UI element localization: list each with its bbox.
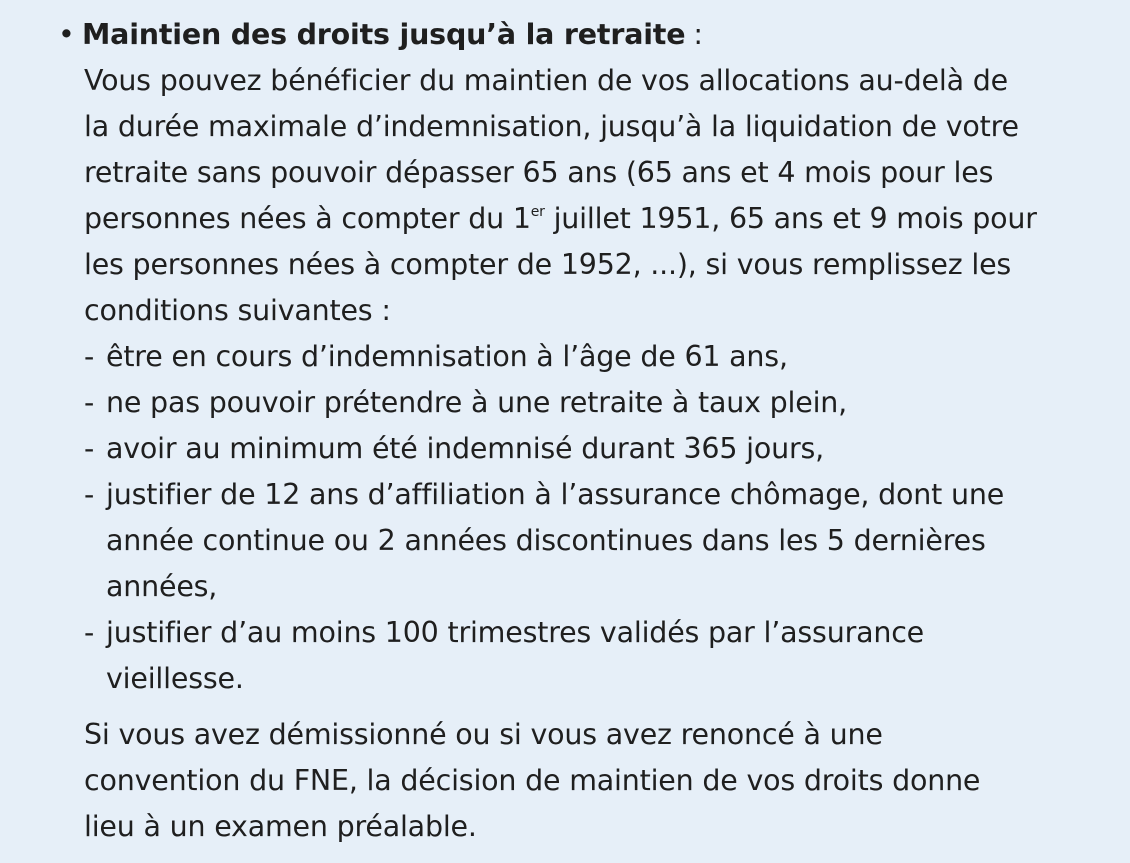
closing-line: lieu à un examen préalable. <box>84 810 477 843</box>
condition-line: année continue ou 2 années discontinues dans les 5 dernières <box>106 524 986 557</box>
intro-line: la durée maximale d’indemnisation, jusqu’à la liquidation de votre <box>84 110 1019 143</box>
dash-marker: - <box>84 616 95 649</box>
intro-paragraph <box>84 58 1108 334</box>
section-heading-line <box>58 12 1108 58</box>
condition-line: années, <box>106 570 218 603</box>
intro-line: conditions suivantes : <box>84 294 391 327</box>
condition-item <box>84 380 1108 426</box>
condition-item <box>84 426 1108 472</box>
bullet-icon: • <box>58 18 75 51</box>
condition-item <box>84 610 1108 702</box>
dash-marker: - <box>84 478 95 511</box>
closing-line: Si vous avez démissionné ou si vous avez renoncé à une <box>84 718 883 751</box>
condition-line: avoir au minimum été indemnisé durant 365 jours, <box>106 432 824 465</box>
condition-line: ne pas pouvoir prétendre à une retraite à taux plein, <box>106 386 848 419</box>
section-heading: Maintien des droits jusqu’à la retraite <box>82 18 686 51</box>
dash-marker: - <box>84 432 95 465</box>
condition-line: justifier de 12 ans d’affiliation à l’assurance chômage, dont une <box>106 478 1005 511</box>
intro-line: Vous pouvez bénéficier du maintien de vos allocations au-delà de <box>84 64 1008 97</box>
condition-line: justifier d’au moins 100 trimestres validés par l’assurance <box>106 616 925 649</box>
ordinal-superscript: er <box>530 203 545 220</box>
condition-item <box>84 472 1108 610</box>
conditions-list <box>84 334 1108 702</box>
closing-line: convention du FNE, la décision de maintien de vos droits donne <box>84 764 981 797</box>
condition-line: vieillesse. <box>106 662 244 695</box>
intro-line <box>84 196 1108 242</box>
intro-line: les personnes nées à compter de 1952, ...), si vous remplissez les <box>84 248 1012 281</box>
section-heading-colon: : <box>693 18 703 51</box>
intro-line-part: juillet 1951, 65 ans et 9 mois pour <box>544 202 1037 235</box>
closing-paragraph <box>84 712 1108 850</box>
intro-line: retraite sans pouvoir dépasser 65 ans (65 ans et 4 mois pour les <box>84 156 994 189</box>
condition-item <box>84 334 1108 380</box>
intro-line-part: personnes nées à compter du 1 <box>84 202 531 235</box>
dash-marker: - <box>84 386 95 419</box>
condition-line: être en cours d’indemnisation à l’âge de 61 ans, <box>106 340 788 373</box>
document-content <box>58 12 1108 850</box>
dash-marker: - <box>84 340 95 373</box>
